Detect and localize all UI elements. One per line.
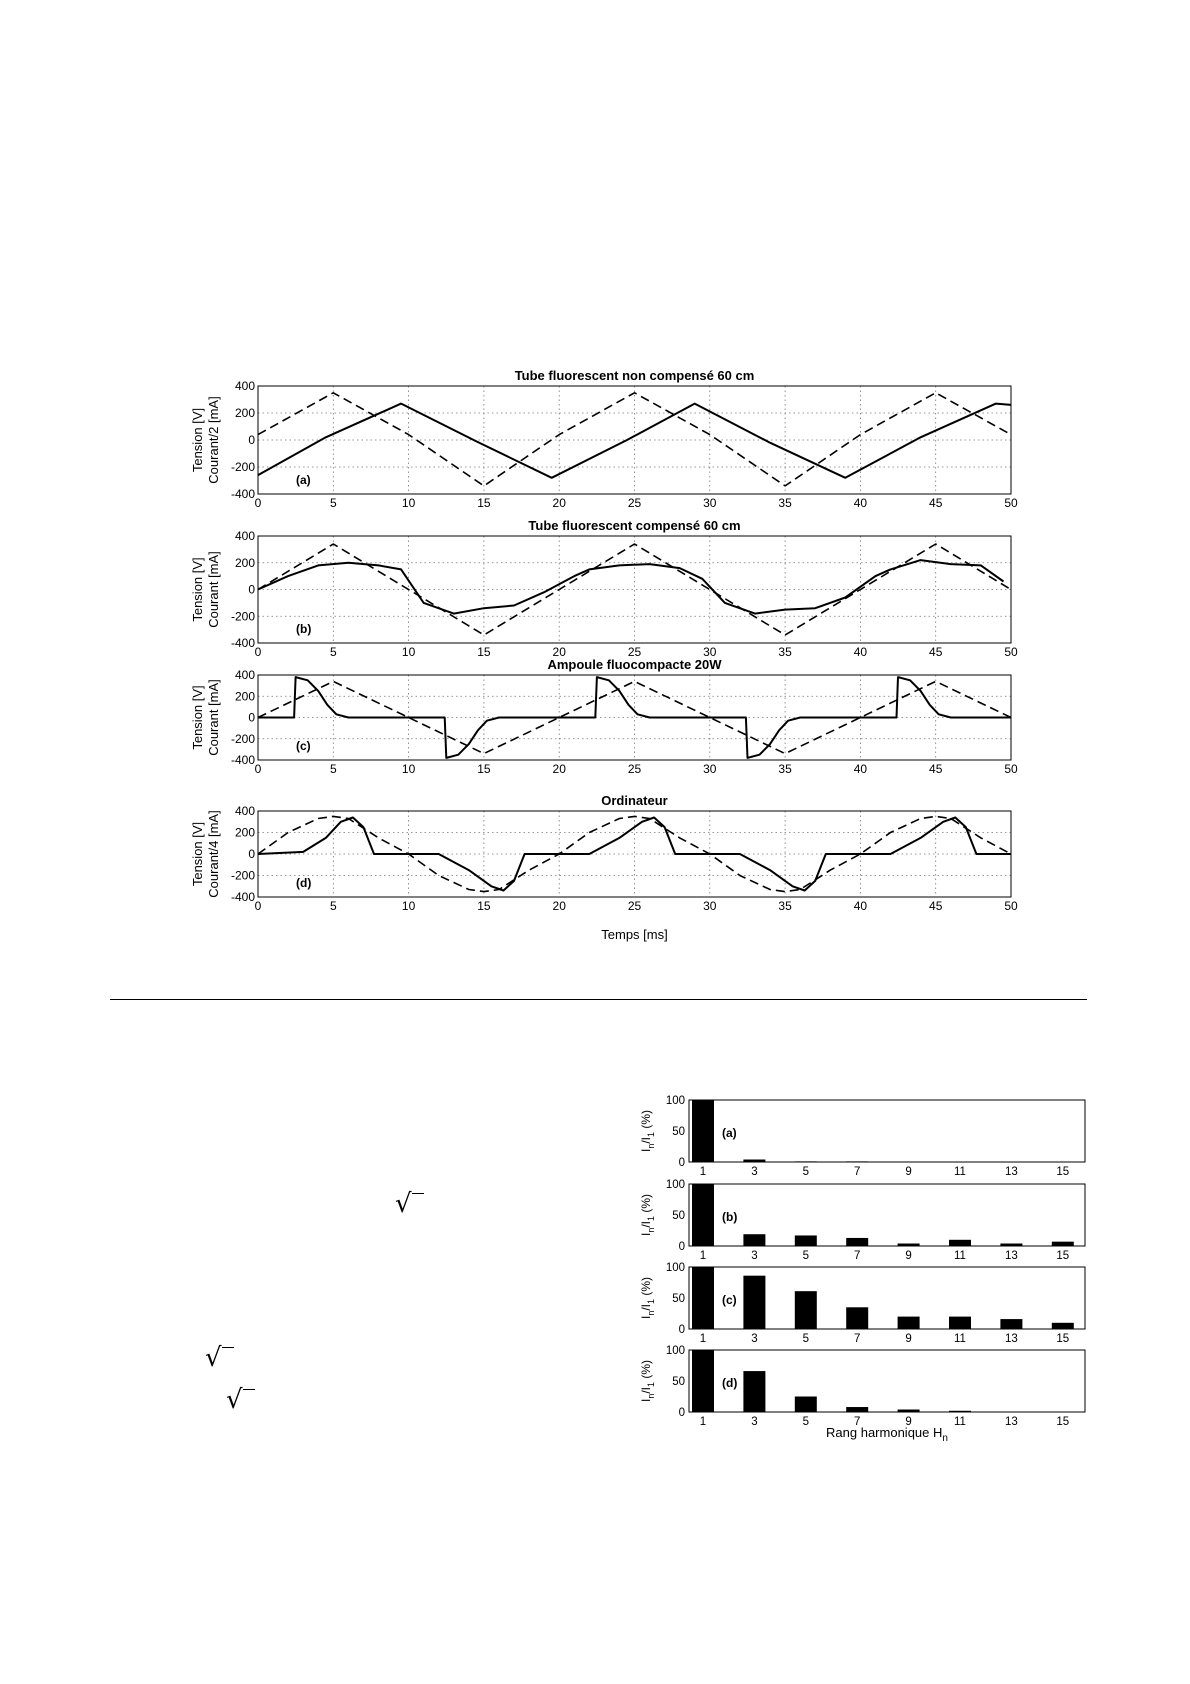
y-axis-label: Courant [mA] xyxy=(206,551,221,628)
x-tick-label: 11 xyxy=(954,1250,966,1262)
x-tick-label: 10 xyxy=(401,645,416,659)
x-tick-label: 0 xyxy=(254,496,262,510)
x-tick-label: 13 xyxy=(1005,1250,1018,1262)
x-tick-label: 0 xyxy=(254,899,262,913)
x-tick-label: 5 xyxy=(802,1333,810,1345)
y-tick-label: 200 xyxy=(234,555,255,570)
harmonic-bar xyxy=(795,1291,817,1329)
harmonic-panel xyxy=(639,1095,1085,1178)
harmonic-bar xyxy=(795,1397,817,1413)
x-tick-label: 40 xyxy=(853,899,868,913)
x-tick-label: 5 xyxy=(802,1250,810,1262)
y-tick-label: 0 xyxy=(248,710,255,725)
panel-letter: (c) xyxy=(296,739,311,753)
x-tick-label: 15 xyxy=(1056,1416,1070,1428)
x-tick-label: 45 xyxy=(929,645,943,659)
harmonic-bar xyxy=(692,1184,714,1246)
x-tick-label: 15 xyxy=(1056,1333,1070,1345)
y-tick-label: -400 xyxy=(230,636,255,650)
x-tick-label: 20 xyxy=(552,762,566,776)
y-tick-label: 400 xyxy=(234,379,255,393)
y-tick-label: -200 xyxy=(230,731,255,746)
panel-title: Tube fluorescent non compensé 60 cm xyxy=(514,368,755,383)
harmonic-bar xyxy=(692,1350,714,1412)
x-tick-label: 50 xyxy=(1004,645,1018,659)
y-axis-label: Courant [mA] xyxy=(206,679,221,756)
harmonic-bar xyxy=(692,1100,714,1162)
panel-letter: (b) xyxy=(722,1210,738,1224)
x-tick-label: 3 xyxy=(751,1416,758,1428)
y-axis-label: $I_n/I_1$ (%) xyxy=(639,1276,656,1320)
x-tick-label: 50 xyxy=(1004,496,1018,510)
sqrt-symbol: √ xyxy=(395,1191,424,1217)
y-tick-label: -200 xyxy=(230,868,255,883)
panel-letter: (a) xyxy=(722,1126,737,1140)
panel-title: Ampoule fluocompacte 20W xyxy=(547,657,722,672)
y-tick-label: 50 xyxy=(672,1210,685,1222)
y-tick-label: 0 xyxy=(248,847,255,861)
x-tick-label: 45 xyxy=(929,496,943,510)
x-tick-label: 7 xyxy=(853,1250,861,1262)
x-tick-label: 35 xyxy=(778,899,792,913)
x-tick-label: 3 xyxy=(751,1250,758,1262)
x-tick-label: 30 xyxy=(703,645,717,659)
y-tick-label: 400 xyxy=(234,529,255,543)
x-tick-label: 11 xyxy=(954,1166,966,1178)
harmonic-panel xyxy=(639,1345,1085,1428)
y-tick-label: 100 xyxy=(665,1095,685,1107)
x-tick-label: 20 xyxy=(552,496,566,510)
y-tick-label: 0 xyxy=(678,1241,685,1253)
x-tick-label: 25 xyxy=(627,899,642,913)
x-tick-label: 1 xyxy=(699,1333,707,1345)
x-tick-label: 50 xyxy=(1004,899,1018,913)
x-tick-label: 5 xyxy=(329,496,337,510)
harmonic-bar xyxy=(846,1407,868,1412)
x-tick-label: 50 xyxy=(1004,762,1018,776)
sqrt-symbol: √ xyxy=(226,1387,255,1413)
harmonic-bar xyxy=(949,1317,971,1329)
y-axis-label: Courant/4 [mA] xyxy=(206,810,221,898)
harmonic-bar xyxy=(1052,1242,1074,1246)
harmonic-bar xyxy=(846,1238,868,1246)
harmonic-panel xyxy=(639,1262,1085,1345)
x-tick-label: 40 xyxy=(853,496,868,510)
panel-letter: (a) xyxy=(296,473,311,487)
x-tick-label: 7 xyxy=(853,1416,861,1428)
y-tick-label: 100 xyxy=(665,1262,685,1274)
y-tick-label: 0 xyxy=(678,1157,685,1169)
y-tick-label: 0 xyxy=(678,1324,685,1336)
y-tick-label: 400 xyxy=(234,804,255,818)
sqrt-symbol: √ xyxy=(205,1345,234,1371)
x-tick-label: 30 xyxy=(703,899,717,913)
x-axis-label: Temps [ms] xyxy=(601,927,668,942)
x-tick-label: 11 xyxy=(954,1416,966,1428)
x-tick-label: 5 xyxy=(329,645,337,659)
x-tick-label: 3 xyxy=(751,1333,758,1345)
x-tick-label: 20 xyxy=(552,899,566,913)
y-tick-label: -200 xyxy=(230,460,255,474)
y-axis-label: Tension [V] xyxy=(190,821,205,887)
x-tick-label: 10 xyxy=(401,762,416,776)
y-tick-label: -400 xyxy=(230,890,255,904)
y-tick-label: 0 xyxy=(248,433,255,447)
x-tick-label: 45 xyxy=(929,899,943,913)
x-tick-label: 0 xyxy=(254,645,262,659)
y-tick-label: -200 xyxy=(230,609,255,624)
harmonic-bar xyxy=(795,1235,817,1246)
harmonic-bar xyxy=(743,1276,765,1329)
x-tick-label: 40 xyxy=(853,645,868,659)
x-tick-label: 13 xyxy=(1005,1166,1018,1178)
y-tick-label: 200 xyxy=(234,825,255,840)
harmonic-bar xyxy=(846,1307,868,1329)
x-tick-label: 9 xyxy=(905,1416,912,1428)
y-tick-label: 200 xyxy=(234,689,255,704)
y-tick-label: 50 xyxy=(672,1293,685,1305)
y-axis-label: Tension [V] xyxy=(190,407,205,473)
x-tick-label: 15 xyxy=(477,645,491,659)
y-axis-label: $I_n/I_1$ (%) xyxy=(639,1359,656,1403)
x-tick-label: 25 xyxy=(627,496,642,510)
x-tick-label: 15 xyxy=(477,762,491,776)
y-tick-label: 50 xyxy=(672,1376,685,1388)
x-tick-label: 10 xyxy=(401,899,416,913)
harmonic-bar xyxy=(1052,1323,1074,1329)
x-tick-label: 15 xyxy=(1056,1250,1070,1262)
x-tick-label: 7 xyxy=(853,1166,861,1178)
x-tick-label: 25 xyxy=(627,645,642,659)
x-tick-label: 9 xyxy=(905,1166,912,1178)
y-axis-label: $I_n/I_1$ (%) xyxy=(639,1193,656,1237)
x-tick-label: 35 xyxy=(778,762,792,776)
harmonic-bar xyxy=(743,1234,765,1246)
panel-letter: (b) xyxy=(296,622,312,636)
x-tick-label: 1 xyxy=(699,1166,707,1178)
axes-frame xyxy=(689,1100,1085,1162)
x-tick-label: 35 xyxy=(778,645,792,659)
x-tick-label: 5 xyxy=(802,1416,810,1428)
y-tick-label: 0 xyxy=(248,582,255,597)
x-tick-label: 1 xyxy=(699,1416,707,1428)
y-tick-label: -400 xyxy=(230,487,255,501)
harmonic-bar xyxy=(949,1240,971,1246)
y-tick-label: -400 xyxy=(230,753,255,767)
x-tick-label: 7 xyxy=(853,1333,861,1345)
harmonic-bar xyxy=(743,1371,765,1412)
x-tick-label: 20 xyxy=(552,645,566,659)
y-axis-label: Tension [V] xyxy=(190,685,205,750)
x-tick-label: 45 xyxy=(929,762,943,776)
x-tick-label: 35 xyxy=(778,496,792,510)
panel-letter: (d) xyxy=(296,876,312,890)
x-tick-label: 3 xyxy=(751,1166,758,1178)
y-tick-label: 100 xyxy=(665,1345,685,1357)
x-tick-label: 15 xyxy=(477,496,491,510)
x-tick-label: 0 xyxy=(254,762,262,776)
y-tick-label: 50 xyxy=(672,1126,685,1138)
x-tick-label: 9 xyxy=(905,1250,912,1262)
harmonic-bar xyxy=(692,1267,714,1329)
panel-title: Ordinateur xyxy=(601,793,668,808)
x-axis-label: Rang harmonique $H_n$ xyxy=(826,1425,948,1444)
panel-title: Tube fluorescent compensé 60 cm xyxy=(528,518,741,533)
y-tick-label: 400 xyxy=(234,668,255,682)
x-tick-label: 40 xyxy=(853,762,868,776)
x-tick-label: 5 xyxy=(329,762,337,776)
x-tick-label: 15 xyxy=(477,899,491,913)
y-tick-label: 0 xyxy=(678,1407,685,1419)
x-tick-label: 30 xyxy=(703,496,717,510)
x-tick-label: 5 xyxy=(802,1166,810,1178)
x-tick-label: 11 xyxy=(954,1333,966,1345)
x-tick-label: 30 xyxy=(703,762,717,776)
y-axis-label: $I_n/I_1$ (%) xyxy=(639,1109,656,1153)
x-tick-label: 5 xyxy=(329,899,337,913)
y-axis-label: Tension [V] xyxy=(190,557,205,622)
y-tick-label: 100 xyxy=(665,1179,685,1191)
x-tick-label: 13 xyxy=(1005,1416,1018,1428)
y-tick-label: 200 xyxy=(234,406,255,420)
panel-letter: (c) xyxy=(722,1293,737,1307)
x-tick-label: 13 xyxy=(1005,1333,1018,1345)
harmonic-panel xyxy=(639,1179,1085,1262)
panel-letter: (d) xyxy=(722,1376,738,1390)
y-axis-label: Courant/2 [mA] xyxy=(206,396,221,484)
harmonic-bar xyxy=(1000,1319,1022,1329)
x-tick-label: 10 xyxy=(401,496,416,510)
x-tick-label: 9 xyxy=(905,1333,912,1345)
harmonic-bar xyxy=(898,1317,920,1329)
x-tick-label: 1 xyxy=(699,1250,707,1262)
x-tick-label: 25 xyxy=(627,762,642,776)
x-tick-label: 15 xyxy=(1056,1166,1070,1178)
